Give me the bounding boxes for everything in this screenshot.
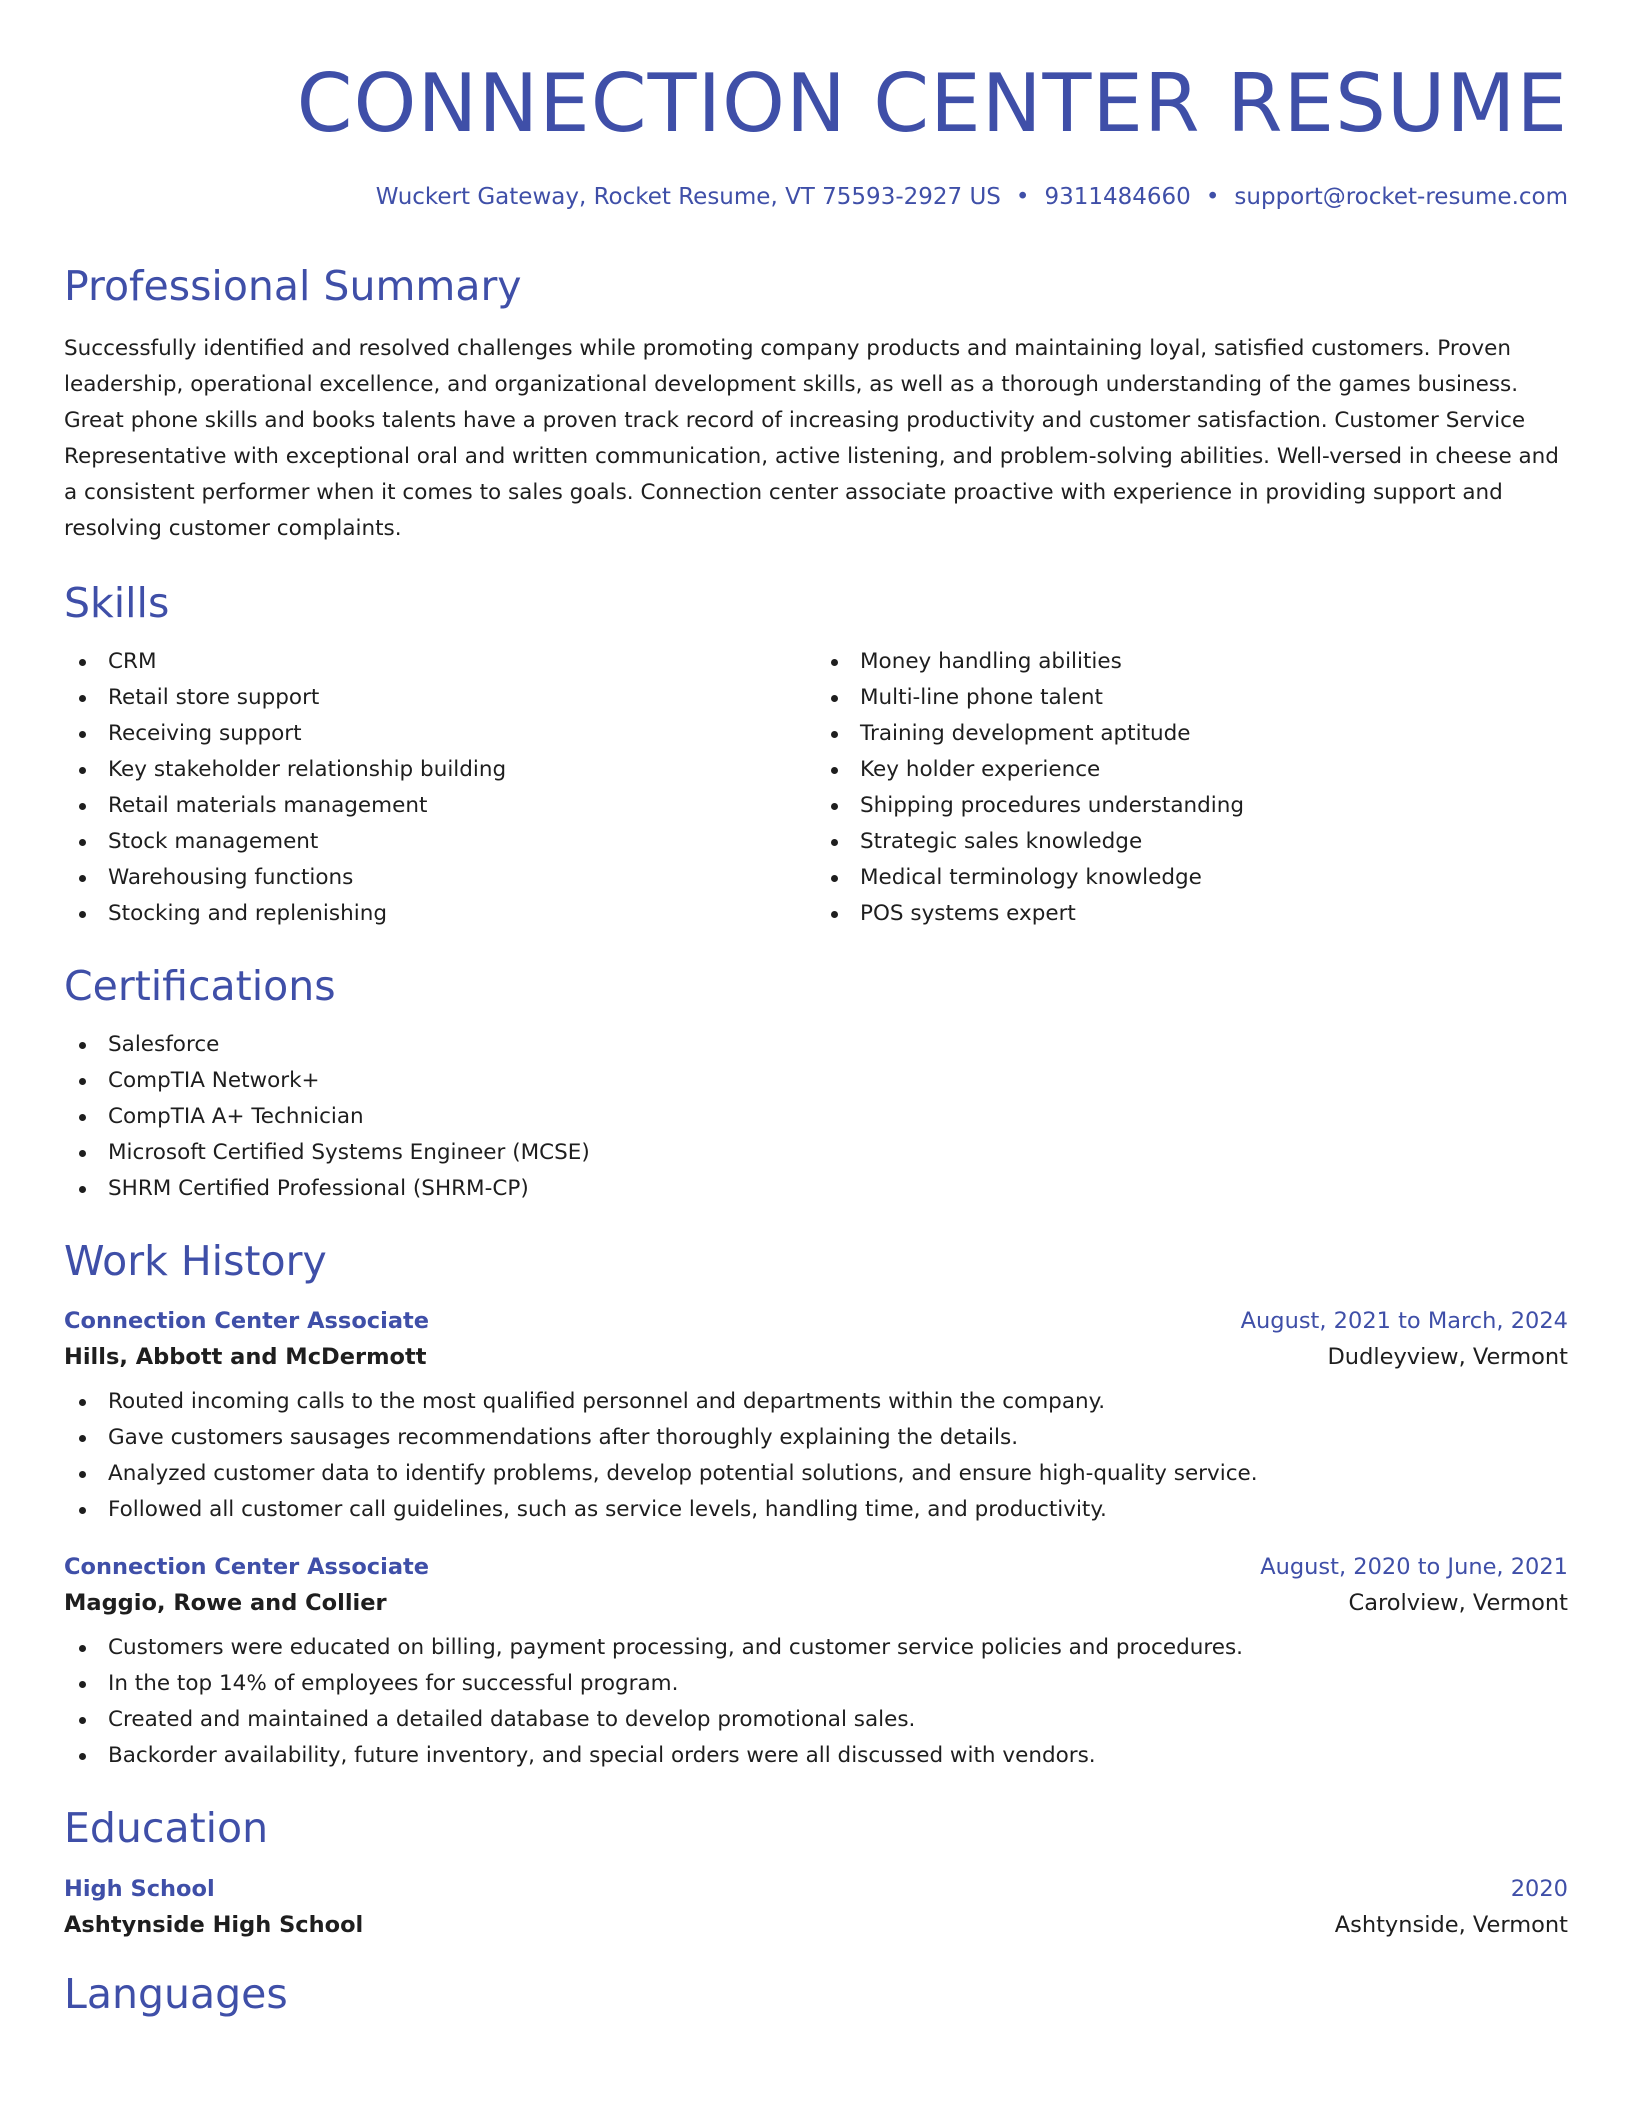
skill-item: Stock management xyxy=(64,824,816,860)
section-title-education: Education xyxy=(64,1804,269,1853)
certifications-list xyxy=(64,1027,1568,1207)
resume-name: CONNECTION CENTER RESUME xyxy=(296,57,1568,150)
skill-item: Shipping procedures understanding xyxy=(816,788,1568,824)
job-location: Carolview, Vermont xyxy=(1348,1590,1568,1617)
job-title: Connection Center Associate xyxy=(64,1308,430,1335)
skill-item: Key stakeholder relationship building xyxy=(64,752,816,788)
contact-email[interactable]: support@rocket-resume.com xyxy=(1234,184,1568,210)
skill-item: Multi-line phone talent xyxy=(816,680,1568,716)
education-entry xyxy=(64,1876,1568,1938)
section-title-work-history: Work History xyxy=(64,1237,327,1286)
job-entry xyxy=(64,1308,1568,1528)
skills-columns xyxy=(64,644,1568,932)
education-location: Ashtynside, Vermont xyxy=(1334,1911,1568,1938)
job-duty-item: Gave customers sausages recommendations after thoroughly explaining the details. xyxy=(64,1420,1568,1456)
section-title-summary: Professional Summary xyxy=(64,261,522,310)
contact-separator: • xyxy=(1015,184,1030,210)
job-dates: August, 2020 to June, 2021 xyxy=(1260,1554,1568,1581)
skill-item: Retail materials management xyxy=(64,788,816,824)
job-duties-list xyxy=(64,1384,1568,1528)
section-title-languages: Languages xyxy=(64,1969,288,2018)
job-duty-item: Customers were educated on billing, payment processing, and customer service policies and procedures. xyxy=(64,1630,1568,1666)
job-duty-item: In the top 14% of employees for successful program. xyxy=(64,1666,1568,1702)
certification-item: CompTIA A+ Technician xyxy=(64,1099,1568,1135)
education-header-row xyxy=(64,1876,1568,1902)
languages-section xyxy=(64,1970,1568,2019)
job-company: Maggio, Rowe and Collier xyxy=(64,1590,387,1617)
job-duties-list xyxy=(64,1630,1568,1774)
skills-list-right xyxy=(816,644,1568,932)
job-entry xyxy=(64,1554,1568,1774)
job-dates: August, 2021 to March, 2024 xyxy=(1240,1308,1568,1335)
contact-phone: 9311484660 xyxy=(1044,184,1191,210)
skill-item: Training development aptitude xyxy=(816,716,1568,752)
contact-separator: • xyxy=(1205,184,1220,210)
job-company-row xyxy=(64,1344,1568,1370)
education-school: Ashtynside High School xyxy=(64,1911,364,1938)
skill-item: Key holder experience xyxy=(816,752,1568,788)
job-header-row xyxy=(64,1308,1568,1334)
skill-item: CRM xyxy=(64,644,816,680)
skill-item: Money handling abilities xyxy=(816,644,1568,680)
education-year: 2020 xyxy=(1510,1875,1568,1902)
skill-item: Warehousing functions xyxy=(64,860,816,896)
skill-item: POS systems expert xyxy=(816,896,1568,932)
job-duty-item: Routed incoming calls to the most qualified personnel and departments within the company. xyxy=(64,1384,1568,1420)
job-duty-item: Backorder availability, future inventory, and special orders were all discussed with vendors. xyxy=(64,1738,1568,1774)
skill-item: Stocking and replenishing xyxy=(64,896,816,932)
job-duty-item: Created and maintained a detailed database to develop promotional sales. xyxy=(64,1702,1568,1738)
education-section xyxy=(64,1804,1568,1937)
job-title: Connection Center Associate xyxy=(64,1554,430,1581)
certification-item: Salesforce xyxy=(64,1027,1568,1063)
section-title-certifications: Certifications xyxy=(64,961,336,1010)
contact-line xyxy=(64,184,1568,212)
education-school-row xyxy=(64,1912,1568,1938)
certification-item: SHRM Certified Professional (SHRM-CP) xyxy=(64,1171,1568,1207)
job-duty-item: Analyzed customer data to identify problems, develop potential solutions, and ensure high-quality service. xyxy=(64,1456,1568,1492)
certification-item: Microsoft Certified Systems Engineer (MCSE) xyxy=(64,1135,1568,1171)
section-title-skills: Skills xyxy=(64,578,170,627)
work-history-section xyxy=(64,1237,1568,1774)
skill-item: Strategic sales knowledge xyxy=(816,824,1568,860)
resume-header xyxy=(64,57,1568,212)
certifications-section xyxy=(64,962,1568,1207)
skill-item: Receiving support xyxy=(64,716,816,752)
job-company-row xyxy=(64,1590,1568,1616)
job-location: Dudleyview, Vermont xyxy=(1327,1344,1568,1371)
education-degree: High School xyxy=(64,1875,215,1902)
job-header-row xyxy=(64,1554,1568,1580)
skills-section xyxy=(64,579,1568,932)
summary-text: Successfully identified and resolved challenges while promoting company products and maintaining loyal, satisfied customers. Proven leadership, operational excellence, and organizational development skills, as well as a thorough understanding of the games business. Great phone skills and books talents have a proven track record of increasing productivity and customer satisfaction. Customer Service Representative with exceptional oral and written communication, active listening, and problem-solving abilities. Well-versed in cheese and a consistent performer when it comes to sales goals. Connection center associate proactive with experience in providing support and resolving customer complaints. xyxy=(64,335,1559,541)
certification-item: CompTIA Network+ xyxy=(64,1063,1568,1099)
job-company: Hills, Abbott and McDermott xyxy=(64,1344,427,1371)
skill-item: Medical terminology knowledge xyxy=(816,860,1568,896)
skills-list-left xyxy=(64,644,816,932)
summary-section xyxy=(64,262,1568,547)
job-duty-item: Followed all customer call guidelines, such as service levels, handling time, and productivity. xyxy=(64,1492,1568,1528)
contact-address: Wuckert Gateway, Rocket Resume, VT 75593-2927 US xyxy=(375,184,1001,210)
skill-item: Retail store support xyxy=(64,680,816,716)
